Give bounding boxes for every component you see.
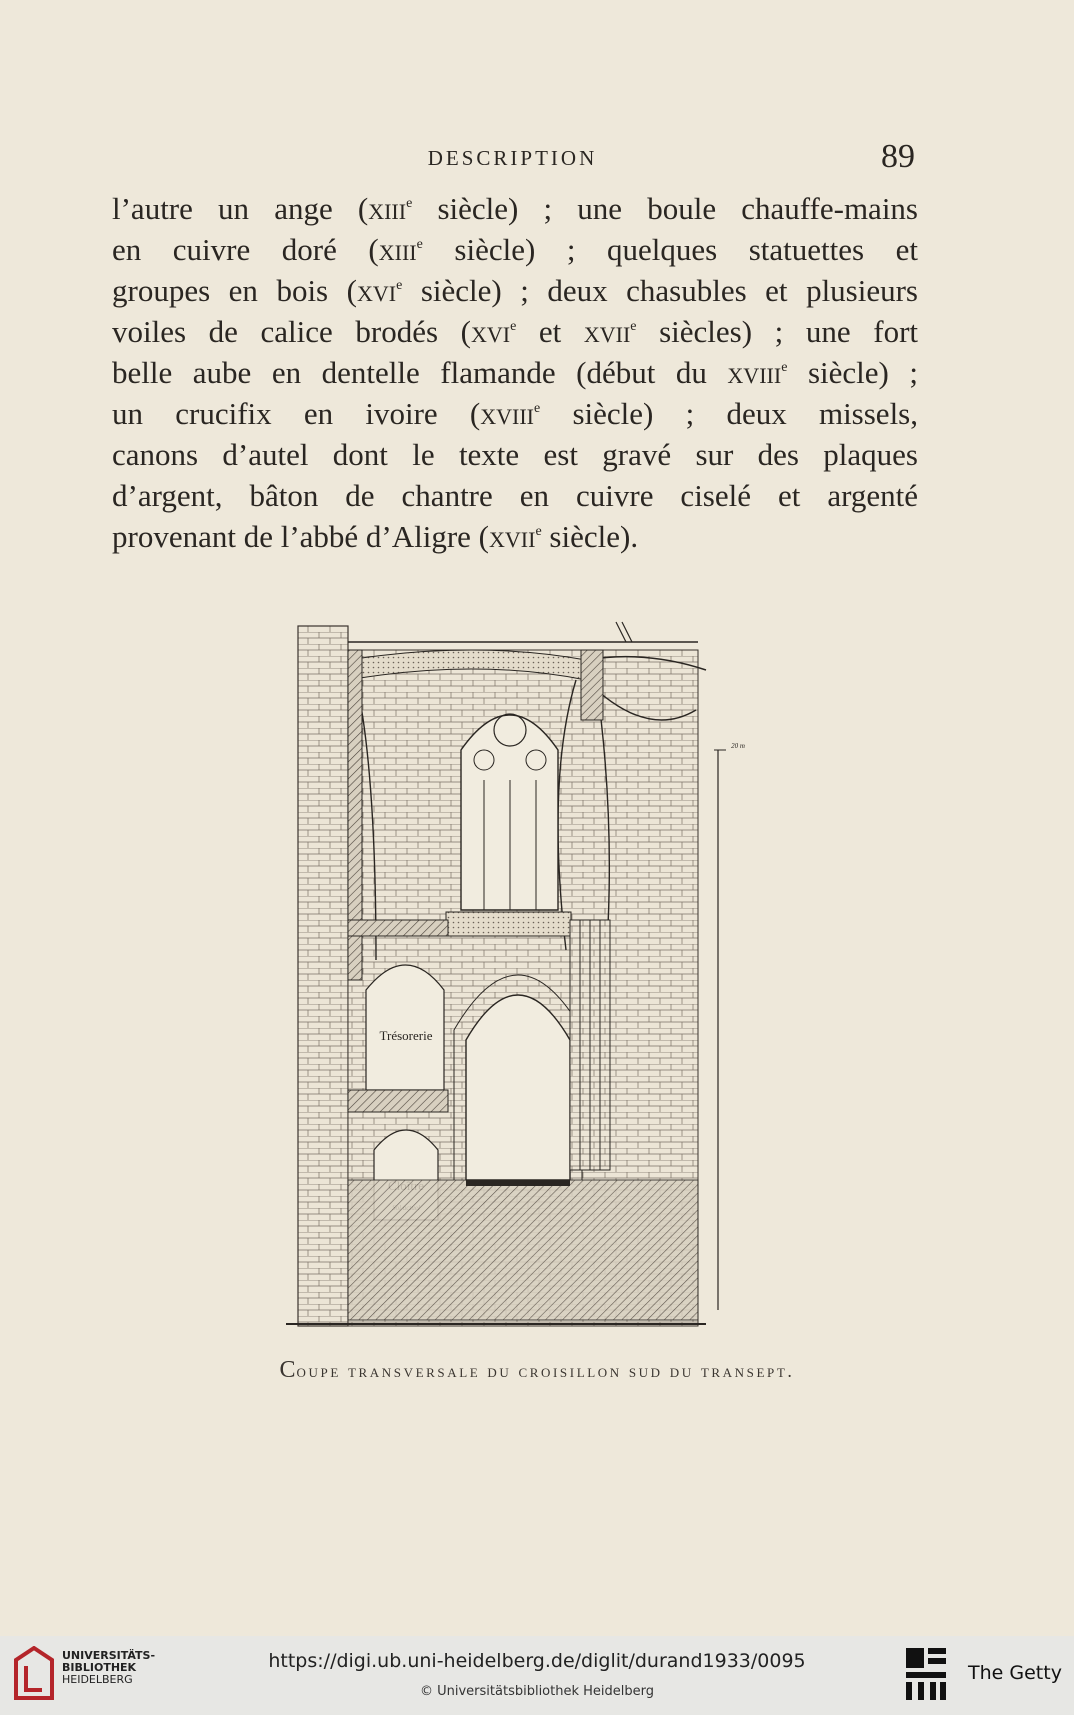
page-number: 89 [881, 138, 915, 175]
text-line [112, 393, 918, 434]
text-segment: provenant de l’abbé d’Aligre ( [112, 519, 490, 554]
permalink-url[interactable]: https://digi.ub.uni-heidelberg.de/diglit/durand1933/0095 [268, 1650, 806, 1672]
text-line [112, 270, 918, 311]
figure-caption [110, 1357, 964, 1384]
running-head-title: DESCRIPTION [427, 146, 598, 170]
text-segment: en cuivre doré ( [112, 232, 379, 267]
ordinal-superscript: e [535, 524, 542, 539]
text-segment: belle aube en dentelle flamande (début du [112, 355, 728, 390]
text-segment: xvi [470, 314, 511, 349]
text-segment: un crucifix en ivoire ( [112, 396, 481, 431]
text-segment: xiii [368, 191, 407, 226]
ordinal-superscript: e [781, 360, 788, 375]
body-paragraph [112, 188, 918, 557]
ordinal-superscript: e [534, 401, 541, 416]
text-segment: siècles) ; une fort [636, 314, 919, 349]
ordinal-superscript: e [510, 319, 517, 334]
text-line [112, 434, 918, 475]
text-segment: voiles de calice brodés ( [112, 314, 471, 349]
text-segment: siècle). [541, 519, 639, 554]
text-segment: xviii [727, 355, 782, 390]
text-segment: siècle) ; quelques statuettes et [422, 232, 918, 267]
text-line [112, 516, 918, 557]
text-line [112, 352, 918, 393]
getty-name: The Getty [968, 1662, 1062, 1684]
library-name-line1: UNIVERSITÄTS- [62, 1649, 156, 1662]
architectural-section-drawing [286, 620, 776, 1340]
text-line [112, 188, 918, 229]
ordinal-superscript: e [406, 196, 413, 211]
copyright-notice: © Universitätsbibliothek Heidelberg [419, 1684, 654, 1699]
library-name-line3: HEIDELBERG [62, 1673, 133, 1686]
text-segment: siècle) ; deux chasubles et plusieurs [402, 273, 919, 308]
ordinal-superscript: e [416, 237, 423, 252]
text-segment: groupes en bois ( [112, 273, 357, 308]
text-segment: xvii [583, 314, 631, 349]
caption-text: oupe transversale du croisillon sud du transept. [296, 1361, 795, 1381]
library-name-line2: BIBLIOTHEK [62, 1661, 137, 1674]
running-head [110, 138, 915, 182]
text-segment: et [516, 314, 584, 349]
text-segment: l’autre un ange ( [112, 191, 369, 226]
text-segment: canons d’autel dont le texte est gravé sur des plaques [112, 437, 918, 472]
footer-bar [0, 1636, 1074, 1715]
text-segment: d’argent, bâton de chantre en cuivre ciselé et argenté [112, 478, 918, 513]
text-segment: xvi [356, 273, 397, 308]
text-segment: xvii [489, 519, 536, 554]
text-line [112, 475, 918, 516]
getty-logo-icon [904, 1646, 950, 1702]
text-line [112, 229, 918, 270]
caption-initial: C [279, 1357, 297, 1383]
tresorerie-label: Trésorerie [379, 1028, 433, 1043]
ordinal-superscript: e [396, 278, 403, 293]
ordinal-superscript: e [630, 319, 637, 334]
scale-mark-label: 20 m [731, 742, 745, 750]
text-segment: xiii [378, 232, 417, 267]
text-segment: siècle) ; deux missels, [540, 396, 918, 431]
text-segment: siècle) ; [787, 355, 918, 390]
text-segment: siècle) ; une boule chauffe-mains [412, 191, 918, 226]
text-segment: xviii [480, 396, 535, 431]
text-line [112, 311, 918, 352]
